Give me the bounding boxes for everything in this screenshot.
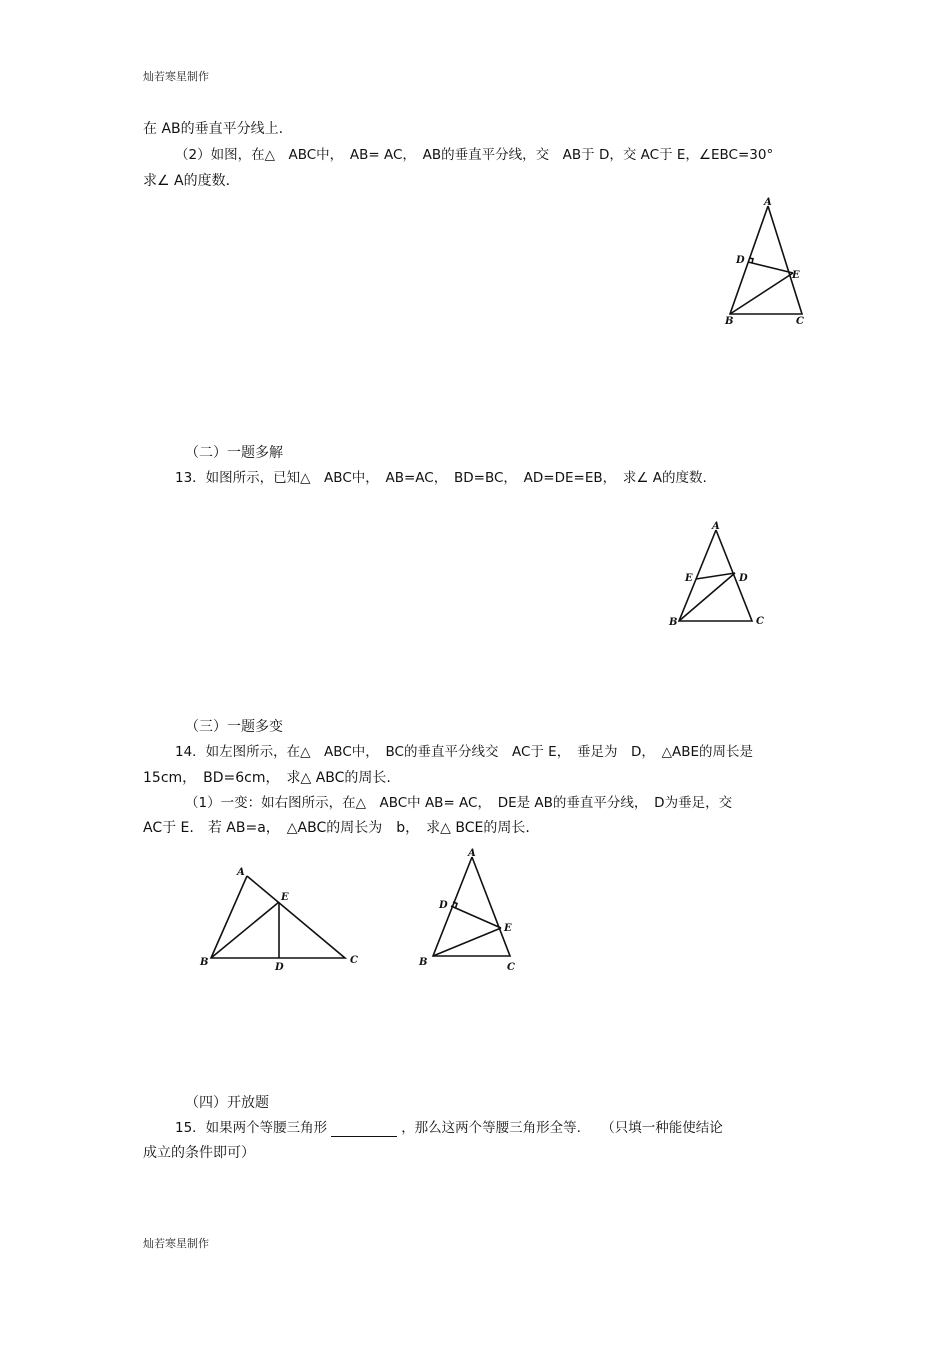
q14-1-text: （1）一变：如右图所示，在△ ABC中 AB= AC， DE是 AB的垂直平分线， D为垂足，交 [185, 795, 733, 811]
label-a: A [764, 197, 772, 208]
q12-2-question: 求∠ A的度数． [143, 173, 240, 189]
q13-text: 13．如图所示，已知△ ABC中， AB=AC， BD=BC， AD=DE=EB， 求∠ A的度数. [175, 470, 707, 486]
label-c: C [796, 316, 804, 327]
label-e: E [685, 573, 693, 584]
section-4-title: （四）开放题 [185, 1095, 269, 1111]
label-c: C [756, 616, 764, 627]
figure-triangle-2 [665, 518, 775, 633]
figure-triangle-4 [415, 845, 525, 980]
section-3-title: （三）一题多变 [185, 719, 283, 735]
label-c: C [507, 962, 515, 973]
q12-2-text: （2）如图，在△ ABC中， AB= AC， AB的垂直平分线，交 AB于 D，交 AC于 E，∠EBC=30° [175, 147, 774, 163]
answer-blank[interactable] [331, 1122, 397, 1137]
q15-text [175, 1119, 723, 1137]
label-d: D [739, 573, 748, 584]
label-b: B [200, 957, 209, 968]
label-d: D [275, 962, 284, 973]
label-e: E [792, 270, 800, 281]
label-a: A [468, 848, 476, 859]
label-a: A [237, 867, 245, 878]
q14-text-2: 15cm， BD=6cm， 求△ ABC的周长. [143, 770, 391, 786]
q15-text-2: 成立的条件即可） [143, 1145, 255, 1161]
perpendicular-de [451, 906, 501, 928]
q15-text-after: ，那么这两个等腰三角形全等. （只填一种能使结论 [401, 1120, 723, 1136]
label-b: B [419, 957, 428, 968]
page-header: 灿若寒星制作 [143, 70, 209, 83]
q12-tail-text: 在 AB的垂直平分线上. [143, 121, 284, 137]
label-e: E [504, 923, 512, 934]
label-c: C [350, 955, 358, 966]
page-footer: 灿若寒星制作 [143, 1237, 209, 1250]
q14-text: 14．如左图所示，在△ ABC中， BC的垂直平分线交 AC于 E， 垂足为 D， △ABE的周长是 [175, 744, 753, 760]
triangle-abc [211, 876, 345, 958]
label-d: D [736, 255, 745, 266]
label-e: E [281, 892, 289, 903]
segment-be [730, 273, 793, 314]
figure-triangle-3 [195, 862, 370, 977]
section-2-title: （二）一题多解 [185, 445, 283, 461]
label-d: D [439, 900, 448, 911]
label-a: A [712, 521, 720, 532]
label-b: B [725, 316, 734, 327]
segment-be [211, 902, 279, 958]
label-b: B [669, 617, 678, 628]
q15-text-before: 15．如果两个等腰三角形 [175, 1120, 328, 1136]
figure-triangle-1 [720, 196, 815, 326]
q14-1-text-2: AC于 E. 若 AB=a， △ABC的周长为 b， 求△ BCE的周长. [143, 820, 530, 836]
